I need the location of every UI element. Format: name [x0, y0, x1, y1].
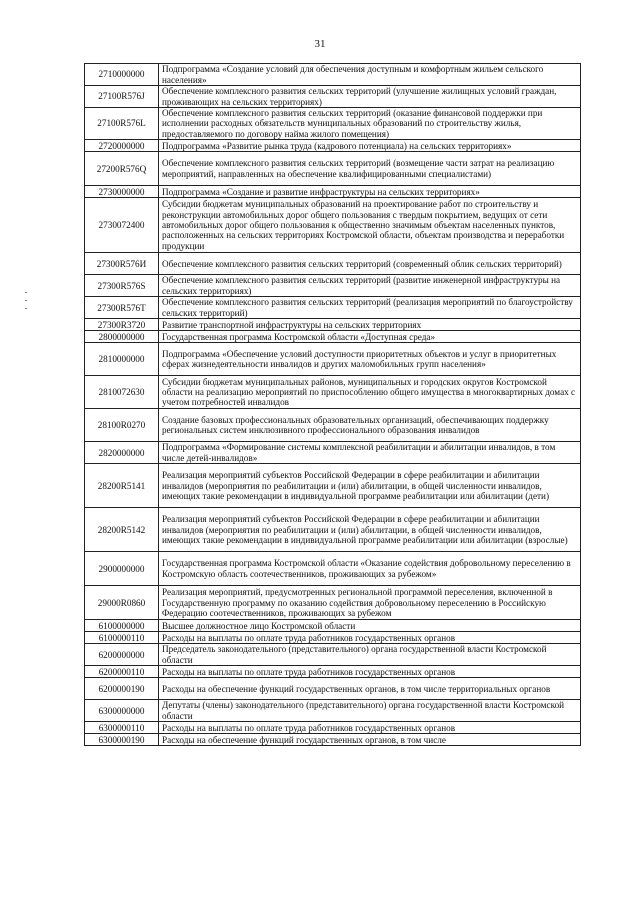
table-row: [85, 108, 581, 140]
expense-description: Подпрограмма «Развитие рынка труда (кадрового потенциала) на сельских территориях»: [159, 140, 581, 152]
classification-code: 6300000110: [85, 722, 159, 734]
table-row: [85, 442, 581, 464]
table-row: [85, 409, 581, 442]
expense-description: Высшее должностное лицо Костромской области: [159, 620, 581, 632]
table-row: [85, 700, 581, 722]
expense-description: Депутаты (члены) законодательного (представительного) органа государственной власти Костромской области: [159, 700, 581, 722]
scan-mark: [25, 300, 27, 301]
expense-description: Государственная программа Костромской области «Доступная среда»: [159, 331, 581, 343]
classification-code: 6200000190: [85, 678, 159, 700]
classification-code: 2810000000: [85, 343, 159, 376]
classification-code: 6200000000: [85, 644, 159, 666]
table-row: [85, 275, 581, 297]
table-row: [85, 464, 581, 508]
table-row: [85, 666, 581, 678]
table-row: [85, 198, 581, 253]
classification-code: 2800000000: [85, 331, 159, 343]
table-row: [85, 644, 581, 666]
table-row: [85, 319, 581, 331]
expense-description: Обеспечение комплексного развития сельских территорий (современный облик сельских территорий): [159, 253, 581, 275]
expense-description: Реализация мероприятий субъектов Российской Федерации в сфере реабилитации и абилитации инвалидов (мероприятия по реабилитации и (или) абилитации, в общей численности инвалидов, имеющих такие рекомендации в индивидуальной программе реабилитации или абилитации (взрослые): [159, 508, 581, 552]
expense-description: Развитие транспортной инфраструктуры на сельских территориях: [159, 319, 581, 331]
classification-code: 27300R576S: [85, 275, 159, 297]
expense-description: Подпрограмма «Формирование системы комплексной реабилитации и абилитации инвалидов, в том числе детей-инвалидов»: [159, 442, 581, 464]
classification-code: 28200R5142: [85, 508, 159, 552]
classification-code: 2730072400: [85, 198, 159, 253]
classification-code: 6200000110: [85, 666, 159, 678]
classification-code: 27100R576J: [85, 86, 159, 108]
table-row: [85, 152, 581, 186]
table-row: [85, 343, 581, 376]
classification-code: 27100R576L: [85, 108, 159, 140]
expense-description: Государственная программа Костромской области «Оказание содействия добровольному переселению в Костромскую область соотечественников, проживающих за рубежом»: [159, 552, 581, 586]
expense-description: Расходы на выплаты по оплате труда работников государственных органов: [159, 666, 581, 678]
expense-description: Расходы на выплаты по оплате труда работников государственных органов: [159, 722, 581, 734]
expense-description: Обеспечение комплексного развития сельских территорий (развитие инженерной инфраструктуры на сельских территориях): [159, 275, 581, 297]
table-row: [85, 376, 581, 409]
classification-code: 27300R576T: [85, 297, 159, 319]
table-row: [85, 722, 581, 734]
expense-description: Реализация мероприятий, предусмотренных региональной программой переселения, включенной в Государственную программу по оказанию содействия добровольному переселению в Российскую Федерацию соотечественников, проживающих за рубежом: [159, 586, 581, 620]
expense-description: Реализация мероприятий субъектов Российской Федерации в сфере реабилитации и абилитации инвалидов (мероприятия по реабилитации и (или) абилитации, в общей численности инвалидов, имеющих такие рекомендации в индивидуальной программе реабилитации или абилитации (дети): [159, 464, 581, 508]
table-row: [85, 678, 581, 700]
table-row: [85, 508, 581, 552]
classification-code: 27300R576И: [85, 253, 159, 275]
table-row: [85, 86, 581, 108]
scan-mark: [25, 308, 27, 309]
classification-code: 27200R576Q: [85, 152, 159, 186]
classification-code: 28100R0270: [85, 409, 159, 442]
table-row: [85, 552, 581, 586]
classification-code: 2710000000: [85, 64, 159, 86]
table-body: [85, 64, 581, 746]
expense-description: Обеспечение комплексного развития сельских территорий (возмещение части затрат на реализацию мероприятий, направленных на обеспечение квалифицированными специалистами): [159, 152, 581, 186]
scan-mark: [25, 292, 27, 293]
expense-description: Обеспечение комплексного развития сельских территорий (улучшение жилищных условий граждан, проживающих на сельских территориях): [159, 86, 581, 108]
expense-description: Создание базовых профессиональных образовательных организаций, обеспечивающих поддержку региональных систем инклюзивного профессионального образования инвалидов: [159, 409, 581, 442]
classification-code: 2820000000: [85, 442, 159, 464]
classification-code: 6300000190: [85, 734, 159, 746]
classification-code: 29000R0860: [85, 586, 159, 620]
expense-description: Расходы на обеспечение функций государственных органов, в том числе: [159, 734, 581, 746]
table-row: [85, 64, 581, 86]
classification-code: 28200R5141: [85, 464, 159, 508]
expense-description: Обеспечение комплексного развития сельских территорий (оказание финансовой поддержки при исполнении расходных обязательств муниципальных образований по строительству жилья, предоставляемого по договору найма жилого помещения): [159, 108, 581, 140]
classification-code: 6300000000: [85, 700, 159, 722]
classification-code: 2720000000: [85, 140, 159, 152]
expense-description: Расходы на обеспечение функций государственных органов, в том числе территориальных органов: [159, 678, 581, 700]
classification-code: 27300R3720: [85, 319, 159, 331]
expense-description: Субсидии бюджетам муниципальных образований на проектирование работ по строительству и реконструкции автомобильных дорог общего пользования с твердым покрытием, ведущих от сети автомобильных дорог общего пользования к общественно значимым объектам населенных пунктов, расположенных на сельских территориях Костромской области, объектам производства и переработки продукции: [159, 198, 581, 253]
expense-description: Обеспечение комплексного развития сельских территорий (реализация мероприятий по благоустройству сельских территорий): [159, 297, 581, 319]
classification-code: 2810072630: [85, 376, 159, 409]
table-row: [85, 297, 581, 319]
expense-description: Субсидии бюджетам муниципальных районов, муниципальных и городских округов Костромской области на реализацию мероприятий по приспособлению общего имущества в многоквартирных домах с учетом потребностей инвалидов: [159, 376, 581, 409]
table-row: [85, 620, 581, 632]
page-number: 31: [314, 38, 326, 50]
table-row: [85, 632, 581, 644]
table-row: [85, 140, 581, 152]
table-row: [85, 331, 581, 343]
table-row: [85, 253, 581, 275]
classification-code: 2730000000: [85, 186, 159, 198]
budget-classification-table: [84, 63, 581, 746]
expense-description: Подпрограмма «Создание условий для обеспечения доступным и комфортным жильем сельского населения»: [159, 64, 581, 86]
expense-description: Подпрограмма «Создание и развитие инфраструктуры на сельских территориях»: [159, 186, 581, 198]
classification-code: 6100000110: [85, 632, 159, 644]
classification-code: 2900000000: [85, 552, 159, 586]
table-row: [85, 734, 581, 746]
table-row: [85, 586, 581, 620]
table-row: [85, 186, 581, 198]
classification-code: 6100000000: [85, 620, 159, 632]
expense-description: Расходы на выплаты по оплате труда работников государственных органов: [159, 632, 581, 644]
expense-description: Подпрограмма «Обеспечение условий доступности приоритетных объектов и услуг в приоритетных сферах жизнедеятельности инвалидов и других маломобильных групп населения»: [159, 343, 581, 376]
expense-description: Председатель законодательного (представительного) органа государственной власти Костромской области: [159, 644, 581, 666]
